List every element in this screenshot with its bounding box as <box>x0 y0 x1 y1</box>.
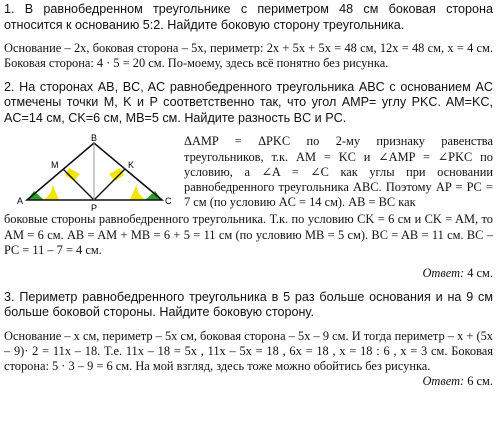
problem-3-answer <box>4 374 493 389</box>
problem-3-answer-label: Ответ: <box>422 374 465 389</box>
problem-2-solution <box>4 134 493 266</box>
label-a: A <box>17 196 24 207</box>
segment-pk <box>94 169 125 200</box>
problem-3-answer-value: 6 см. <box>467 374 493 389</box>
problem-2-solution-part2: боковые стороны равнобедренного треугольника. Т.к. по условию CK = 6 см и CK = AM, то AM = 6 см. AB = AM + MB = 6 + 5 = 11 см (по условию MB = 5 см). BC = AB = 11 см. BC – PC = 11 – 7 = 4 см. <box>4 212 493 257</box>
angle-c-fill <box>130 185 147 201</box>
problem-1-statement: 1. В равнобедренном треугольнике с периметром 48 см боковая сторона относится к основанию 5:2. Найдите боковую сторону треугольника. <box>4 2 493 32</box>
label-k: K <box>128 160 135 171</box>
angle-pkc-fill <box>109 168 124 181</box>
problem-3-solution: Основание – x см, периметр – 5x см, боковая сторона – 5x – 9 см. И тогда периметр – x + (5x – 9)· 2 = 11x – 18. Т.е. 11x – 18 = 5x , 11x – 5x = 18 , 6x = 18 , x = 18 : 6 , x = 3 см. Боковая сторона: 5 · 3 – 9 = 6 см. На мой взгляд, здесь тоже можно обойтись без рисунка. <box>4 328 493 374</box>
problem-1-solution: Основание – 2x, боковая сторона – 5x, периметр: 2x + 5x + 5x = 48 см, 12x = 48 см, x = 4 см. Боковая сторона: 4 · 5 = 20 см. По-моему, здесь всё понятно без рисунка. <box>4 41 493 71</box>
triangle-figure <box>4 134 184 216</box>
problem-2-answer-label: Ответ: <box>422 266 465 281</box>
label-m: M <box>51 160 59 171</box>
problem-2-answer <box>4 266 493 281</box>
problem-2-solution-part1: ΔAMP = ΔPKC по 2-му признаку равенства треугольников, т.к. AM = KC и ∠AMP = ∠PKC по условию, а ∠A = ∠C как углы при основании равнобедренного треугольника ABC. Поэтому AP = PC = 7 см (по условию AC = 14 см). AB = BC как <box>184 134 493 210</box>
label-b: B <box>91 134 98 144</box>
problem-2-answer-value: 4 см. <box>467 266 493 281</box>
label-p: P <box>91 203 98 214</box>
problem-2-statement: 2. На сторонах AB, BC, AC равнобедренного треугольника ABC с основанием AC отмечены точки M, K и P соответственно так, что угол AMP= углу PKC. AM=KC, AC=14 см, CK=6 см, MB=5 см. Найдите разность BC и PC. <box>4 79 493 125</box>
angle-a-fill <box>42 185 59 201</box>
problem-3-statement: 3. Периметр равнобедренного треугольника в 5 раз больше основания и на 9 см больше боковой стороны. Найдите боковую сторону. <box>4 289 493 320</box>
label-c: C <box>165 196 172 207</box>
